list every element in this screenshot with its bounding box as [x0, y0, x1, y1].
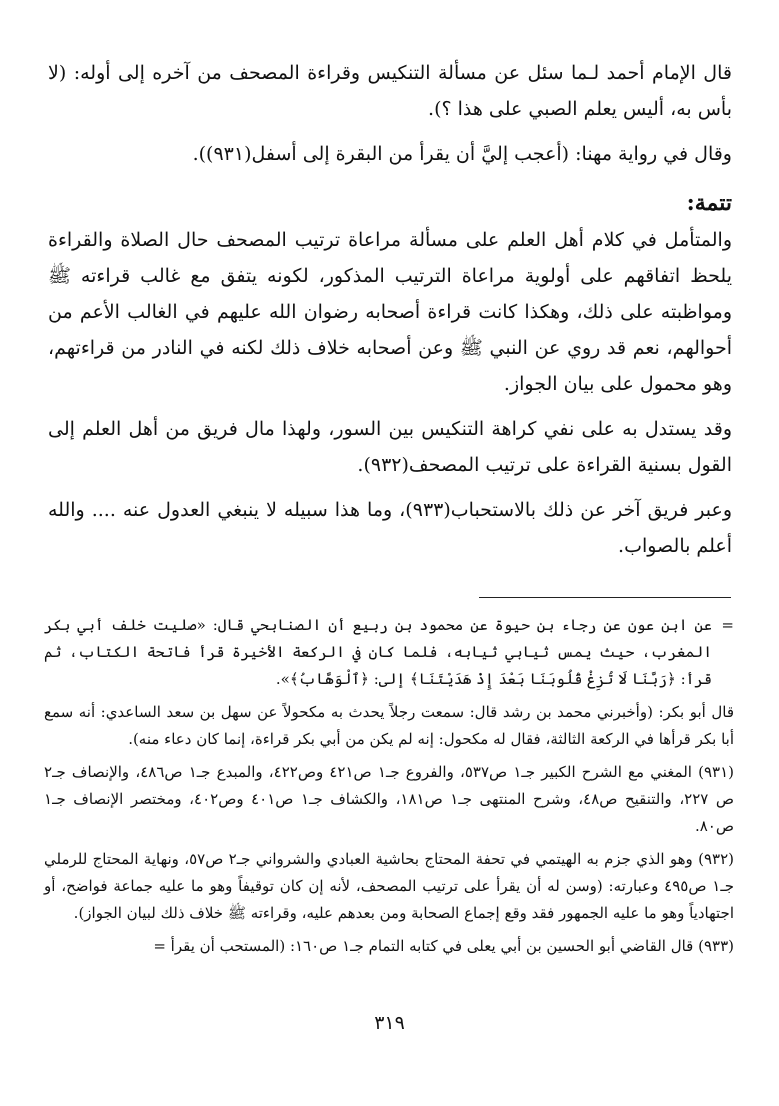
- footnote-continued: [44, 612, 734, 693]
- footnote-continued-text: عن ابن عون عن رجاء بن حيوة عن محمود بن ربيع أن الصنابحي قال: «صليت خلف أبي بكر المغرب، حيث يمس ثيابي ثيابه، فلما كان في الركعة الأخيرة قرأ فاتحة الكتاب، ثم قرأ: ﴿رَبَّنَا لَا تُزِغْ قُلُوبَنَا بَعْدَ إِذْ هَدَيْتَنَا﴾ إلى: ﴿ٱلْوَهَّابُ﴾».: [44, 616, 712, 688]
- paragraph-imam-ahmad: قال الإمام أحمد لـما سئل عن مسألة التنكيس وقراءة المصحف من آخره إلى أوله: (لا بأس به، أليس يعلم الصبي على هذا ؟).: [48, 62, 732, 120]
- footnote-continued-2: قال أبو بكر: (وأخبرني محمد بن رشد قال: سمعت رجلاً يحدث به مكحولاً عن سهل بن سعد الساعدي: أنه سمع أبا بكر قرأها في الركعة الثالثة، فقال له مكحول: إنه لم يكن من أبي بكر قراءة، إنما كان دعاء منه).: [44, 703, 734, 748]
- footnote-separator: [479, 597, 731, 598]
- footnote-933: (٩٣٣) قال القاضي أبو الحسين بن أبي يعلى في كتابه التمام جـ١ ص١٦٠: (المستحب أن يقرأ =: [153, 937, 734, 955]
- paragraph-inference: وقد يستدل به على نفي كراهة التنكيس بين السور، ولهذا مال فريق من أهل العلم إلى القول بسنية القراءة على ترتيب المصحف(٩٣٢).: [48, 418, 732, 476]
- paragraph-conclusion: وعبر فريق آخر عن ذلك بالاستحباب(٩٣٣)، وما هذا سبيله لا ينبغي العدول عنه .... والله أعلم بالصواب.: [48, 499, 733, 557]
- page-number: ٣١٩: [374, 1012, 405, 1034]
- footnote-931: (٩٣١) المغني مع الشرح الكبير جـ١ ص٥٣٧، والفروع جـ١ ص٤٢١ وص٤٢٢، والمبدع جـ١ ص٤٨٦، والإنصاف جـ٢ ص ٢٢٧، والتنقيح ص٤٨، وشرح المنتهى جـ١ ص١٨١، والكشاف جـ١ ص٤٠١ وص٤٠٢، ومختصر الإنصاف جـ١ ص٨٠.: [44, 763, 735, 835]
- footnote-932: (٩٣٢) وهو الذي جزم به الهيتمي في تحفة المحتاج بحاشية العبادي والشرواني جـ٢ ص٥٧، ونهاية المحتاج للرملي جـ١ ص٤٩٥ وعبارته: (وسن له أن يقرأ على ترتيب المصحف، لأنه إن كان توقيفاً وهو ما عليه جماعة فواضح، أو اجتهادياً وهو ما عليه الجمهور فقد وقع إجماع الصحابة ومن بعدهم عليه، وقراءته ﷺ خلاف ذلك لبيان الجواز).: [44, 850, 735, 922]
- section-heading: تتمة:: [686, 190, 732, 216]
- paragraph-muhanna: وقال في رواية مهنا: (أعجب إليَّ أن يقرأ من البقرة إلى أسفل(٩٣١)).: [192, 143, 732, 165]
- continuation-mark: =: [721, 616, 734, 634]
- main-text: [48, 55, 732, 573]
- footnotes: [44, 612, 734, 966]
- paragraph-observation: والمتأمل في كلام أهل العلم على مسألة مراعاة ترتيب المصحف حال الصلاة والقراءة يلحظ اتفاقهم على أولوية مراعاة الترتيب المذكور، لكونه يتفق مع غالب قراءته ﷺ ومواظبته على ذلك، وهكذا كانت قراءة أصحابه رضوان الله عليهم في الغالب الأعم من أحوالهم، نعم قد روي عن النبي ﷺ وعن أصحابه خلاف ذلك لكنه في النادر من قراءتهم، وهو محمول على بيان الجواز.: [48, 229, 732, 395]
